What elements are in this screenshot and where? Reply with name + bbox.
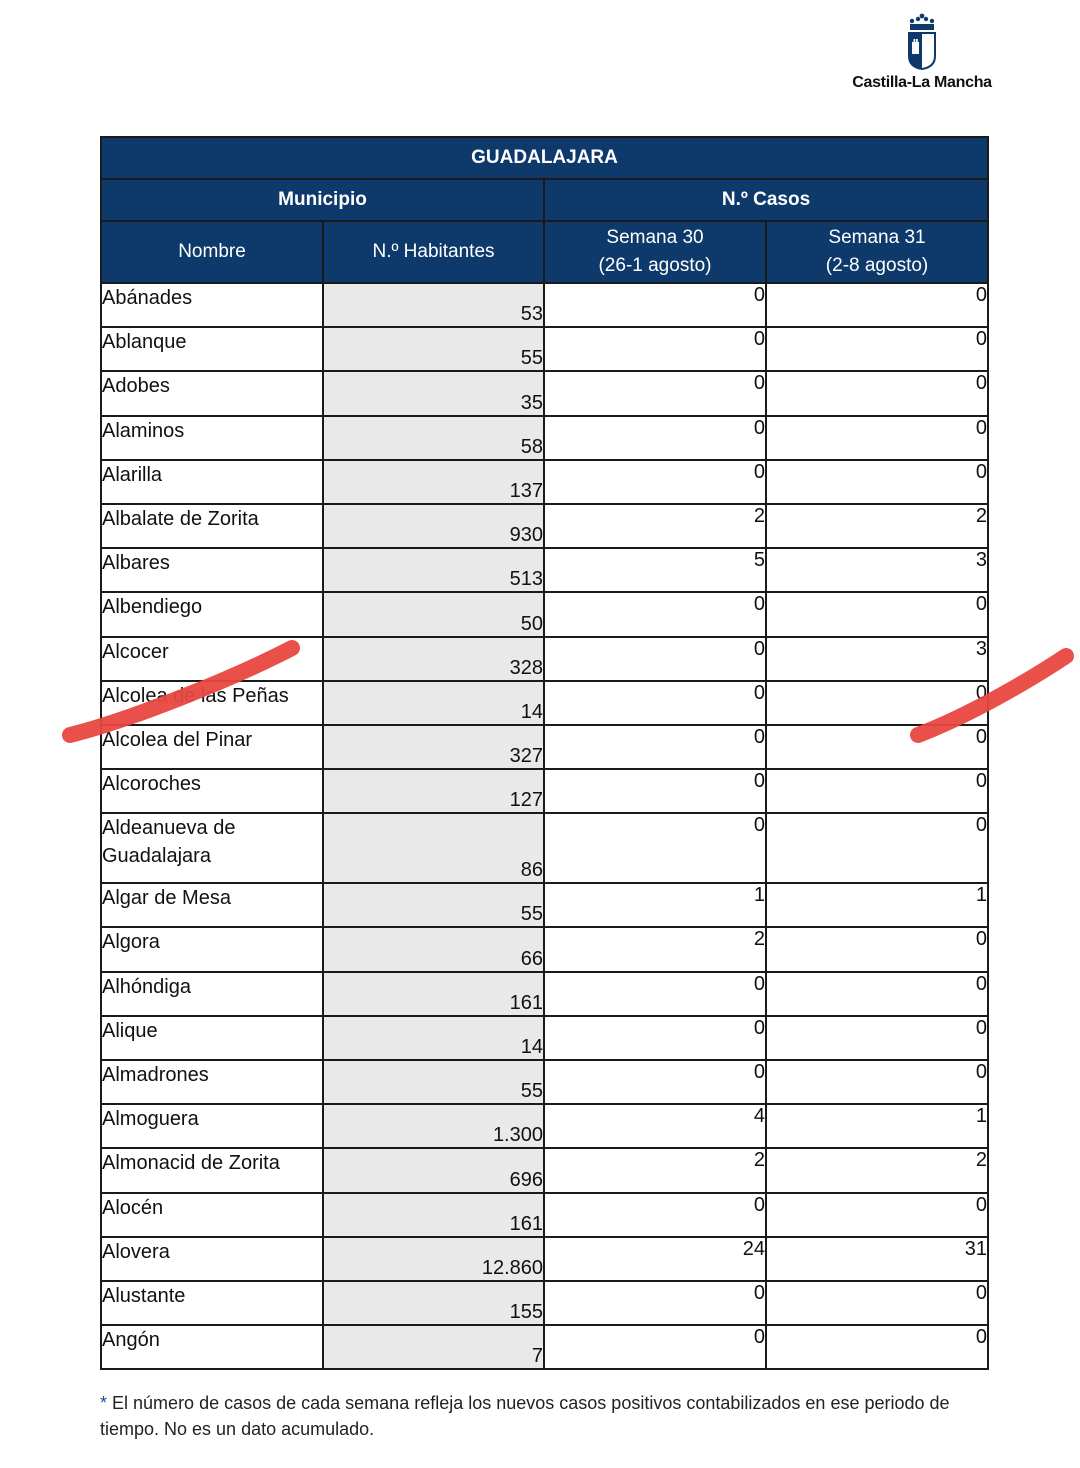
semana30-cases-cell: 0 (544, 813, 766, 883)
habitantes-cell: 55 (323, 327, 544, 371)
semana30-cases-cell: 0 (544, 283, 766, 327)
table-row (101, 1193, 988, 1237)
habitantes-cell: 58 (323, 416, 544, 460)
footnote (100, 1390, 980, 1442)
table-row (101, 283, 988, 327)
semana30-cases-cell: 0 (544, 327, 766, 371)
table-row (101, 725, 988, 769)
table-row (101, 681, 988, 725)
semana30-cases-cell: 0 (544, 681, 766, 725)
table-row (101, 637, 988, 681)
semana31-cases-cell: 0 (766, 813, 988, 883)
table-row (101, 504, 988, 548)
semana30-cases-cell: 0 (544, 1060, 766, 1104)
semana30-cases-cell: 0 (544, 637, 766, 681)
municipio-name-cell: Aldeanueva de Guadalajara (101, 813, 323, 883)
municipio-name-cell: Alcocer (101, 637, 323, 681)
casos-group-header: N.º Casos (544, 179, 988, 221)
municipio-name-cell: Albalate de Zorita (101, 504, 323, 548)
semana31-cases-cell: 0 (766, 460, 988, 504)
table-row (101, 371, 988, 415)
municipio-name-cell: Alique (101, 1016, 323, 1060)
semana31-cases-cell: 0 (766, 927, 988, 971)
semana30-cases-cell: 4 (544, 1104, 766, 1148)
footnote-star: * (100, 1393, 108, 1413)
table-row (101, 1060, 988, 1104)
table-row (101, 883, 988, 927)
semana30-cases-cell: 0 (544, 460, 766, 504)
table-row (101, 1325, 988, 1369)
semana31-cases-cell: 0 (766, 592, 988, 636)
municipio-name-cell: Almoguera (101, 1104, 323, 1148)
semana31-cases-cell: 3 (766, 548, 988, 592)
municipio-name-cell: Algora (101, 927, 323, 971)
habitantes-cell: 14 (323, 1016, 544, 1060)
municipio-name-cell: Abánades (101, 283, 323, 327)
footnote-text: El número de casos de cada semana refleja los nuevos casos positivos contabilizados en ese periodo de tiempo. No es un dato acumulado. (100, 1393, 950, 1439)
habitantes-cell: 155 (323, 1281, 544, 1325)
table-row (101, 460, 988, 504)
semana30-cases-cell: 2 (544, 927, 766, 971)
table-row (101, 592, 988, 636)
semana31-cases-cell: 0 (766, 371, 988, 415)
municipio-group-header: Municipio (101, 179, 544, 221)
semana30-cases-cell: 0 (544, 1016, 766, 1060)
semana31-cases-cell: 1 (766, 1104, 988, 1148)
habitantes-cell: 696 (323, 1148, 544, 1192)
habitantes-cell: 86 (323, 813, 544, 883)
table-row (101, 327, 988, 371)
habitantes-cell: 327 (323, 725, 544, 769)
habitantes-cell: 328 (323, 637, 544, 681)
habitantes-cell: 513 (323, 548, 544, 592)
semana31-cases-cell: 2 (766, 1148, 988, 1192)
logo-text: Castilla-La Mancha (852, 74, 992, 91)
municipio-name-cell: Alarilla (101, 460, 323, 504)
semana31-cases-cell: 0 (766, 1193, 988, 1237)
semana31-cases-cell: 31 (766, 1237, 988, 1281)
semana31-cases-cell: 0 (766, 681, 988, 725)
table-row (101, 1148, 988, 1192)
semana31-cases-cell: 0 (766, 327, 988, 371)
semana31-cases-cell: 3 (766, 637, 988, 681)
semana31-cases-cell: 0 (766, 1016, 988, 1060)
municipio-name-cell: Almadrones (101, 1060, 323, 1104)
habitantes-cell: 7 (323, 1325, 544, 1369)
habitantes-cell: 14 (323, 681, 544, 725)
table-row (101, 813, 988, 883)
habitantes-cell: 50 (323, 592, 544, 636)
nombre-column-header: Nombre (101, 221, 323, 283)
municipio-name-cell: Alcolea de las Peñas (101, 681, 323, 725)
semana30-cases-cell: 0 (544, 1281, 766, 1325)
semana30-cases-cell: 2 (544, 1148, 766, 1192)
semana30-cases-cell: 2 (544, 504, 766, 548)
municipio-name-cell: Albendiego (101, 592, 323, 636)
habitantes-cell: 161 (323, 972, 544, 1016)
semana31-cases-cell: 0 (766, 769, 988, 813)
municipio-name-cell: Albares (101, 548, 323, 592)
semana31-cases-cell: 0 (766, 972, 988, 1016)
municipio-name-cell: Alovera (101, 1237, 323, 1281)
municipio-name-cell: Alocén (101, 1193, 323, 1237)
province-header: GUADALAJARA (101, 137, 988, 179)
habitantes-cell: 127 (323, 769, 544, 813)
municipio-name-cell: Alustante (101, 1281, 323, 1325)
semana31-cases-cell: 0 (766, 283, 988, 327)
table-row (101, 972, 988, 1016)
semana31-column-header: Semana 31 (2-8 agosto) (766, 221, 988, 283)
semana30-column-header: Semana 30 (26-1 agosto) (544, 221, 766, 283)
table-row (101, 548, 988, 592)
semana30-cases-cell: 0 (544, 972, 766, 1016)
municipio-name-cell: Alhóndiga (101, 972, 323, 1016)
semana31-cases-cell: 0 (766, 416, 988, 460)
semana30-cases-cell: 1 (544, 883, 766, 927)
table-row (101, 1104, 988, 1148)
municipio-name-cell: Angón (101, 1325, 323, 1369)
coat-of-arms-icon (902, 12, 942, 72)
semana30-cases-cell: 0 (544, 769, 766, 813)
table-row (101, 1281, 988, 1325)
semana30-cases-cell: 0 (544, 592, 766, 636)
semana31-cases-cell: 0 (766, 1060, 988, 1104)
municipio-name-cell: Almonacid de Zorita (101, 1148, 323, 1192)
table-row (101, 1016, 988, 1060)
semana31-cases-cell: 0 (766, 725, 988, 769)
habitantes-cell: 137 (323, 460, 544, 504)
semana30-cases-cell: 5 (544, 548, 766, 592)
semana31-cases-cell: 2 (766, 504, 988, 548)
semana31-cases-cell: 0 (766, 1281, 988, 1325)
habitantes-cell: 12.860 (323, 1237, 544, 1281)
semana30-cases-cell: 0 (544, 416, 766, 460)
municipio-name-cell: Adobes (101, 371, 323, 415)
table-row (101, 416, 988, 460)
table-row (101, 927, 988, 971)
municipio-name-cell: Algar de Mesa (101, 883, 323, 927)
semana30-cases-cell: 24 (544, 1237, 766, 1281)
table-row (101, 1237, 988, 1281)
habitantes-column-header: N.º Habitantes (323, 221, 544, 283)
municipio-name-cell: Alcolea del Pinar (101, 725, 323, 769)
habitantes-cell: 66 (323, 927, 544, 971)
semana30-cases-cell: 0 (544, 1193, 766, 1237)
habitantes-cell: 35 (323, 371, 544, 415)
castilla-la-mancha-logo (852, 12, 992, 102)
cases-table (100, 136, 989, 1370)
habitantes-cell: 161 (323, 1193, 544, 1237)
habitantes-cell: 53 (323, 283, 544, 327)
habitantes-cell: 55 (323, 1060, 544, 1104)
municipio-name-cell: Alcoroches (101, 769, 323, 813)
semana30-cases-cell: 0 (544, 725, 766, 769)
semana30-cases-cell: 0 (544, 371, 766, 415)
municipio-name-cell: Ablanque (101, 327, 323, 371)
habitantes-cell: 1.300 (323, 1104, 544, 1148)
habitantes-cell: 930 (323, 504, 544, 548)
municipio-name-cell: Alaminos (101, 416, 323, 460)
semana31-cases-cell: 0 (766, 1325, 988, 1369)
semana31-cases-cell: 1 (766, 883, 988, 927)
habitantes-cell: 55 (323, 883, 544, 927)
table-row (101, 769, 988, 813)
semana30-cases-cell: 0 (544, 1325, 766, 1369)
